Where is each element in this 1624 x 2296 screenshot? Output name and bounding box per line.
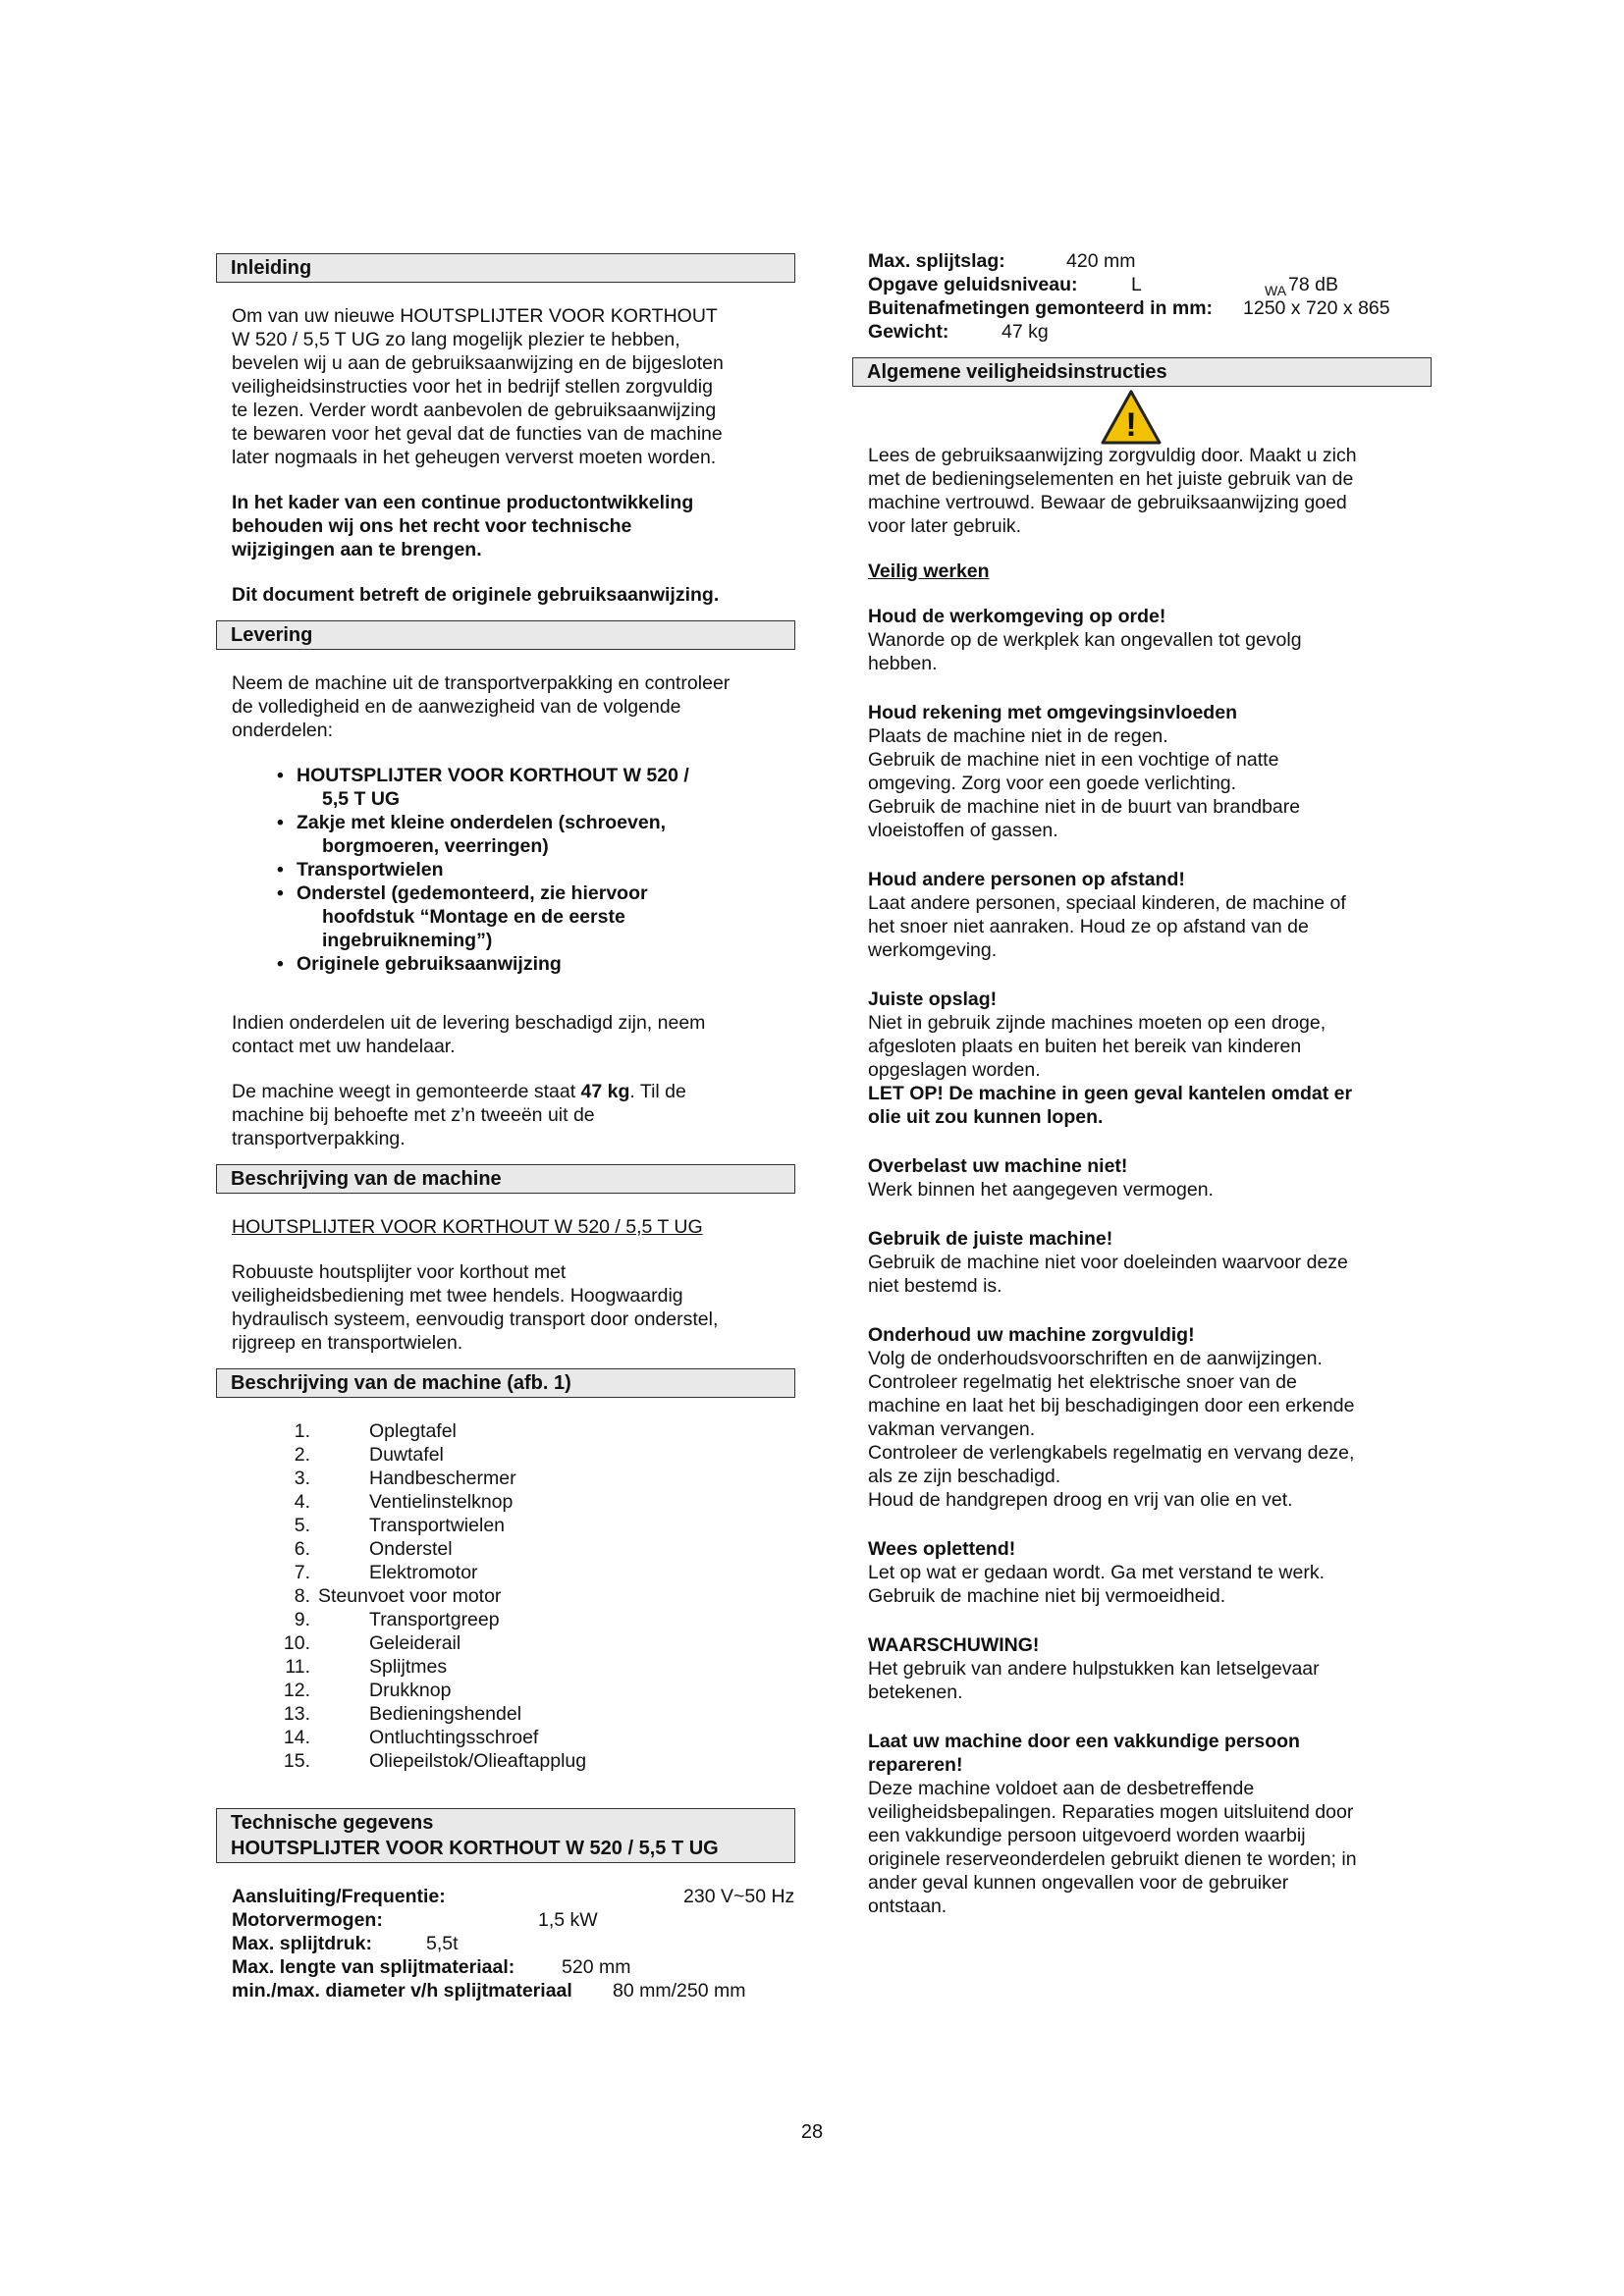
safety-block-title: Houd andere personen op afstand! xyxy=(868,869,1185,890)
list-item: • Originele gebruiksaanwijzing xyxy=(277,952,795,976)
safety-block-line: Let op wat er gedaan wordt. Ga met verstand te werk. xyxy=(868,1562,1325,1583)
safety-block-title: Juiste opslag! xyxy=(868,988,998,1010)
safety-block-title: Overbelast uw machine niet! xyxy=(868,1155,1128,1177)
safety-block-line: Wanorde op de werkplek kan ongevallen tot gevolg xyxy=(868,629,1302,651)
safety-block-line: het snoer niet aanraken. Houd ze op afstand van de xyxy=(868,916,1309,937)
section-header-veiligheid: Algemene veiligheidsinstructies xyxy=(852,357,1432,387)
safety-block-title: Houd rekening met omgevingsinvloeden xyxy=(868,702,1237,723)
safety-block-line: Niet in gebruik zijnde machines moeten op een droge, xyxy=(868,1012,1326,1034)
safety-block-line: ontstaan. xyxy=(868,1896,947,1917)
section-header-inleiding: Inleiding xyxy=(216,253,795,283)
section-header-onderdelen: Beschrijving van de machine (afb. 1) xyxy=(216,1368,795,1398)
safety-block-line: Werk binnen het aangegeven vermogen. xyxy=(868,1179,1214,1201)
safety-intro: Lees de gebruiksaanwijzing zorgvuldig door. Maakt u zich met de bedieningselementen en het juiste gebruik van de machine vertrouwd. Bewaar de gebruiksaanwijzing goed voor later gebruik. xyxy=(868,445,1357,537)
spec-row: Aansluiting/Frequentie: 230 V~50 Hz xyxy=(232,1886,795,1907)
machine-model: HOUTSPLIJTER VOOR KORTHOUT W 520 / 5,5 T UG xyxy=(232,1216,703,1238)
safety-block-line: Volg de onderhoudsvoorschriften en de aanwijzingen. xyxy=(868,1348,1323,1369)
list-item: • Onderstel (gedemonteerd, zie hiervoor hoofdstuk “Montage en de eerste ingebruikneming”) xyxy=(277,881,795,952)
safety-block-line: veiligheidsbepalingen. Reparaties mogen uitsluitend door xyxy=(868,1801,1354,1823)
safety-block-line: vloeistoffen of gassen. xyxy=(868,820,1058,841)
safety-block-line: Gebruik de machine niet in de buurt van brandbare xyxy=(868,796,1301,818)
spec-row: Max. splijtdruk: 5,5t xyxy=(232,1933,459,1954)
safety-block xyxy=(868,1227,1432,1298)
list-item: • Transportwielen xyxy=(277,858,795,881)
section-header-levering: Levering xyxy=(216,620,795,650)
inleiding-paragraph-1: Om van uw nieuwe HOUTSPLIJTER VOOR KORTHOUT W 520 / 5,5 T UG zo lang mogelijk plezier te hebben, bevelen wij u aan de gebruiksaanwijzing en de bijgesloten veiligheidsinstructies voor het in bedrijf stellen zorgvuldig te lezen. Verder wordt aanbevolen de gebruiksaanwijzing te bewaren voor het geval dat de functies van de machine later nogmaals in het geheugen ververst moeten worden. xyxy=(232,305,724,468)
safety-block-title: Gebruik de juiste machine! xyxy=(868,1228,1113,1250)
list-item: 6. Onderstel xyxy=(294,1538,453,1560)
safety-block-title: Onderhoud uw machine zorgvuldig! xyxy=(868,1324,1195,1346)
list-item: • Zakje met kleine onderdelen (schroeven, borgmoeren, veerringen) xyxy=(277,811,795,858)
safety-block xyxy=(868,1633,1432,1704)
safety-block-line: een vakkundige persoon uitgevoerd worden waarbij xyxy=(868,1825,1306,1846)
safety-block-title: WAARSCHUWING! xyxy=(868,1634,1040,1656)
levering-intro: Neem de machine uit de transportverpakking en controleer de volledigheid en de aanwezigheid van de volgende onderdelen: xyxy=(232,672,731,741)
safety-block-line: machine en laat het bij beschadigingen door een erkende xyxy=(868,1395,1355,1416)
safety-block-line: Controleer regelmatig het elektrische snoer van de xyxy=(868,1371,1297,1393)
safety-block-line: Gebruik de machine niet in een vochtige of natte xyxy=(868,749,1279,771)
left-column xyxy=(216,253,795,2002)
safety-block-line: olie uit zou kunnen lopen. xyxy=(868,1106,1104,1128)
list-item: 13. Bedieningshendel xyxy=(283,1703,522,1725)
safety-block xyxy=(868,605,1432,675)
tech-specs-continued xyxy=(837,249,1432,344)
safety-blocks xyxy=(852,605,1432,1918)
list-item: 14. Ontluchtingsschroef xyxy=(283,1727,539,1748)
spec-row: Buitenafmetingen gemonteerd in mm: 1250 x 720 x 865 xyxy=(868,297,1390,319)
safety-block xyxy=(868,1323,1432,1512)
safety-block-title: Laat uw machine door een vakkundige persoon xyxy=(868,1731,1300,1752)
safety-block-line: Deze machine voldoet aan de desbetreffende xyxy=(868,1778,1255,1799)
list-item: • HOUTSPLIJTER VOOR KORTHOUT W 520 / 5,5 T UG xyxy=(277,764,795,811)
tech-specs xyxy=(216,1885,795,2002)
section-header-technisch: Technische gegevens HOUTSPLIJTER VOOR KORTHOUT W 520 / 5,5 T UG xyxy=(216,1808,795,1863)
safety-block-title: Wees oplettend! xyxy=(868,1538,1016,1560)
list-item: 1. Oplegtafel xyxy=(294,1420,457,1442)
spec-row: Gewicht: 47 kg xyxy=(868,321,1049,343)
safety-block-line: Plaats de machine niet in de regen. xyxy=(868,725,1168,747)
spec-row: min./max. diameter v/h splijtmateriaal 80 mm/250 mm xyxy=(232,1980,746,2002)
list-item: 4. Ventielinstelknop xyxy=(294,1491,514,1513)
levering-weight: De machine weegt in gemonteerde staat 47 kg. Til de machine bij behoefte met z’n tweeën uit de transportverpakking. xyxy=(232,1081,686,1149)
safety-block-line: hebben. xyxy=(868,653,938,674)
spec-row: Opgave geluidsniveau: L WA 78 dB xyxy=(868,274,1338,298)
list-item: 8. Steunvoet voor motor xyxy=(294,1585,502,1607)
safety-block-line: LET OP! De machine in geen geval kantelen omdat er xyxy=(868,1083,1353,1104)
safety-block-title: repareren! xyxy=(868,1754,963,1776)
safety-block xyxy=(868,1537,1432,1608)
svg-text:!: ! xyxy=(1125,406,1137,444)
safety-block-line: ander geval kunnen ongevallen voor de gebruiker xyxy=(868,1872,1289,1894)
parts-list xyxy=(277,1419,795,1773)
spec-row: Motorvermogen: 1,5 kW xyxy=(232,1909,598,1931)
safety-block-line: Gebruik de machine niet voor doeleinden waarvoor deze xyxy=(868,1252,1348,1273)
list-item: 5. Transportwielen xyxy=(294,1515,506,1536)
safety-block-line: opgeslagen worden. xyxy=(868,1059,1041,1081)
list-item: 7. Elektromotor xyxy=(294,1562,478,1583)
warning-triangle-icon xyxy=(1100,389,1163,446)
safety-block-line: Controleer de verlengkabels regelmatig en vervang deze, xyxy=(868,1442,1355,1464)
safety-block-line: niet bestemd is. xyxy=(868,1275,1002,1297)
inleiding-paragraph-2: In het kader van een continue productontwikkeling behouden wij ons het recht voor technische wijzigingen aan te brengen. xyxy=(232,492,694,561)
page-number: 28 xyxy=(800,2121,824,2143)
safety-block-line: werkomgeving. xyxy=(868,939,998,961)
list-item: 3. Handbeschermer xyxy=(294,1468,516,1489)
safety-block-line: betekenen. xyxy=(868,1682,963,1703)
safety-block xyxy=(868,701,1432,842)
safety-block-line: vakman vervangen. xyxy=(868,1418,1036,1440)
list-item: 2. Duwtafel xyxy=(294,1444,444,1466)
delivery-list xyxy=(277,764,795,976)
veilig-werken-heading: Veilig werken xyxy=(868,561,990,582)
list-item: 11. Splijtmes xyxy=(285,1656,448,1678)
list-item: 10. Geleiderail xyxy=(283,1632,461,1654)
safety-block-line: Het gebruik van andere hulpstukken kan letselgevaar xyxy=(868,1658,1320,1680)
safety-block-line: originele reserveonderdelen gebruikt dienen te worden; in xyxy=(868,1848,1357,1870)
safety-block-line: afgesloten plaats en buiten het bereik van kinderen xyxy=(868,1036,1302,1057)
safety-block-line: Gebruik de machine niet bij vermoeidheid. xyxy=(868,1585,1226,1607)
section-header-beschrijving: Beschrijving van de machine xyxy=(216,1164,795,1194)
safety-block-line: omgeving. Zorg voor een goede verlichting. xyxy=(868,773,1237,794)
safety-block-line: als ze zijn beschadigd. xyxy=(868,1466,1061,1487)
safety-block-title: Houd de werkomgeving op orde! xyxy=(868,606,1166,627)
list-item: 9. Transportgreep xyxy=(294,1609,500,1630)
safety-block-line: Laat andere personen, speciaal kinderen, de machine of xyxy=(868,892,1346,914)
list-item: 15. Oliepeilstok/Olieaftapplug xyxy=(283,1750,587,1772)
inleiding-paragraph-3: Dit document betreft de originele gebruiksaanwijzing. xyxy=(232,584,720,606)
levering-damage: Indien onderdelen uit de levering beschadigd zijn, neem contact met uw handelaar. xyxy=(232,1012,706,1057)
safety-block xyxy=(868,1730,1432,1918)
machine-description: Robuuste houtsplijter voor korthout met veiligheidsbediening met twee hendels. Hoogwaardig hydraulisch systeem, eenvoudig transport door onderstel, rijgreep en transportwielen. xyxy=(232,1261,719,1354)
warning-area xyxy=(852,387,1432,450)
safety-block xyxy=(868,988,1432,1129)
safety-block-line: Houd de handgrepen droog en vrij van olie en vet. xyxy=(868,1489,1293,1511)
safety-block xyxy=(868,868,1432,962)
spec-row: Max. splijtslag: 420 mm xyxy=(868,250,1136,272)
safety-block xyxy=(868,1154,1432,1201)
list-item: 12. Drukknop xyxy=(283,1680,452,1701)
right-column xyxy=(852,249,1432,1918)
spec-row: Max. lengte van splijtmateriaal: 520 mm xyxy=(232,1956,631,1978)
